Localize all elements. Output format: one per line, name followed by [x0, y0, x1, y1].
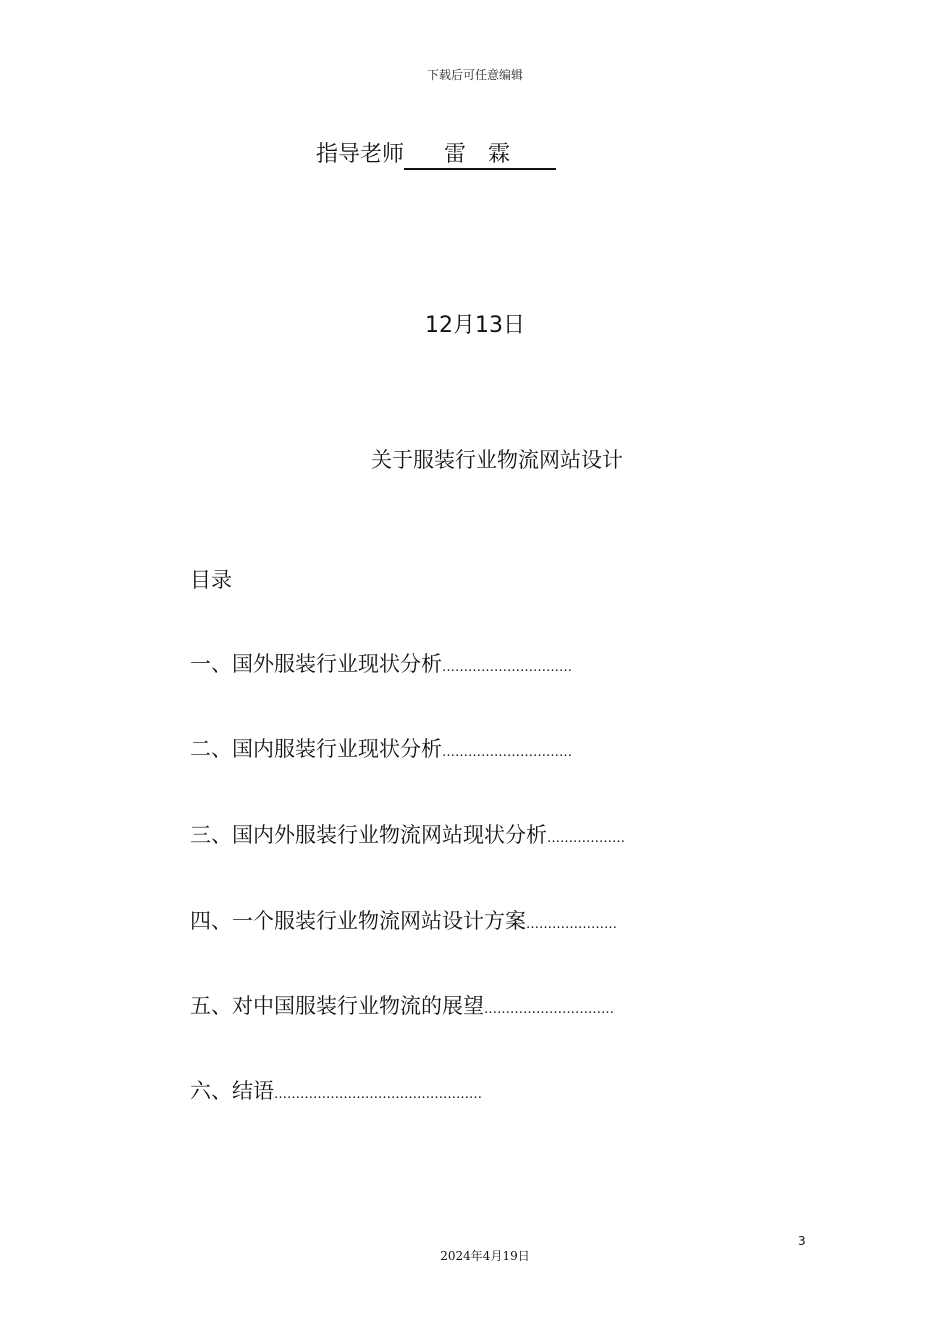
advisor-label: 指导老师	[316, 142, 405, 167]
toc-item	[190, 1075, 482, 1105]
header-note: 下载后可任意编辑	[426, 68, 523, 82]
toc-item	[190, 733, 572, 763]
toc-item	[190, 648, 572, 678]
page-number: 3	[798, 1234, 806, 1248]
footer-date: 2024年4月19日	[440, 1249, 530, 1263]
toc-item-label: 四、一个服装行业物流网站设计方案	[190, 909, 526, 933]
cover-date: 12月13日	[425, 313, 525, 338]
advisor-line	[316, 137, 556, 170]
toc-leader-dots: …………………………	[484, 1002, 614, 1017]
toc-leader-dots: …………………	[526, 917, 617, 932]
toc-leader-dots: …………………………	[442, 660, 572, 675]
toc-item	[190, 905, 617, 935]
toc-leader-dots: …………………………	[442, 745, 572, 760]
toc-heading: 目录	[190, 568, 232, 592]
toc-item-label: 一、国外服装行业现状分析	[190, 652, 442, 676]
toc-item-label: 五、对中国服装行业物流的展望	[190, 994, 484, 1018]
document-title: 关于服装行业物流网站设计	[371, 448, 623, 472]
toc-leader-dots: ………………	[547, 831, 625, 846]
toc-item-label: 六、结语	[190, 1079, 274, 1103]
toc-item-label: 二、国内服装行业现状分析	[190, 737, 442, 761]
toc-item	[190, 819, 625, 849]
toc-item	[190, 990, 614, 1020]
toc-item-label: 三、国内外服装行业物流网站现状分析	[190, 823, 547, 847]
advisor-name: 雷 霖	[404, 142, 556, 170]
toc-leader-dots: …………………………………………	[274, 1087, 482, 1102]
